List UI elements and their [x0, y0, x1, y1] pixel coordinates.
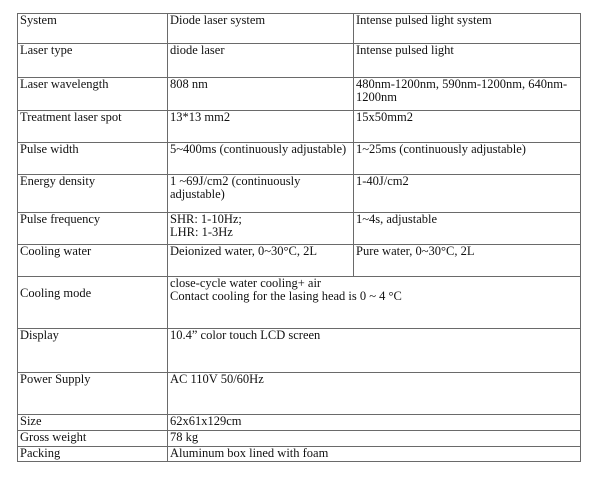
ipl-value-cell: Intense pulsed light: [354, 44, 581, 78]
ipl-value-cell: Intense pulsed light system: [354, 14, 581, 44]
shared-value-cell: Aluminum box lined with foam: [168, 447, 581, 462]
row-label-cell: Cooling water: [18, 245, 168, 277]
row-label-cell: Power Supply: [18, 373, 168, 415]
ipl-value-cell: 1~25ms (continuously adjustable): [354, 143, 581, 175]
table-row: [18, 143, 581, 175]
row-label-cell: Laser type: [18, 44, 168, 78]
table-row: [18, 373, 581, 415]
table-row: [18, 111, 581, 143]
diode-value-cell: 1 ~69J/cm2 (continuously adjustable): [168, 175, 354, 213]
table-row: [18, 277, 581, 329]
table-row: [18, 431, 581, 447]
table-row: [18, 329, 581, 373]
diode-value-cell: 808 nm: [168, 78, 354, 111]
table-row: [18, 78, 581, 111]
diode-value-cell: [168, 213, 354, 245]
diode-value-cell: diode laser: [168, 44, 354, 78]
row-label-cell: Treatment laser spot: [18, 111, 168, 143]
table-row: [18, 175, 581, 213]
ipl-value-cell: 480nm-1200nm, 590nm-1200nm, 640nm-1200nm: [354, 78, 581, 111]
row-label-cell: Pulse frequency: [18, 213, 168, 245]
shared-value-cell: 78 kg: [168, 431, 581, 447]
row-label-cell: Energy density: [18, 175, 168, 213]
diode-value-cell: 5~400ms (continuously adjustable): [168, 143, 354, 175]
row-label-cell: Display: [18, 329, 168, 373]
cooling-mode-line-2: Contact cooling for the lasing head is 0 ~ 4 °C: [170, 289, 402, 303]
diode-freq-shr: SHR: 1-10Hz;: [170, 212, 242, 226]
table-row: [18, 44, 581, 78]
ipl-value-cell: 1-40J/cm2: [354, 175, 581, 213]
diode-value-cell: 13*13 mm2: [168, 111, 354, 143]
table-row: [18, 245, 581, 277]
ipl-value-cell: Pure water, 0~30°C, 2L: [354, 245, 581, 277]
spec-table: [17, 13, 581, 462]
row-label-cell: System: [18, 14, 168, 44]
table-row: [18, 213, 581, 245]
shared-value-cell: [168, 277, 581, 329]
row-label-cell: Pulse width: [18, 143, 168, 175]
ipl-value-cell: 15x50mm2: [354, 111, 581, 143]
shared-value-cell: AC 110V 50/60Hz: [168, 373, 581, 415]
row-label-cell: Size: [18, 415, 168, 431]
diode-value-cell: Deionized water, 0~30°C, 2L: [168, 245, 354, 277]
table-row: [18, 14, 581, 44]
shared-value-cell: 10.4” color touch LCD screen: [168, 329, 581, 373]
shared-value-cell: 62x61x129cm: [168, 415, 581, 431]
table-row: [18, 447, 581, 462]
row-label-cell: Laser wavelength: [18, 78, 168, 111]
row-label-cell: Gross weight: [18, 431, 168, 447]
table-row: [18, 415, 581, 431]
row-label-cell: Packing: [18, 447, 168, 462]
row-label-cell: Cooling mode: [18, 277, 168, 329]
ipl-value-cell: 1~4s, adjustable: [354, 213, 581, 245]
cooling-mode-line-1: close-cycle water cooling+ air: [170, 276, 322, 290]
diode-freq-lhr: LHR: 1-3Hz: [170, 225, 233, 239]
diode-value-cell: Diode laser system: [168, 14, 354, 44]
